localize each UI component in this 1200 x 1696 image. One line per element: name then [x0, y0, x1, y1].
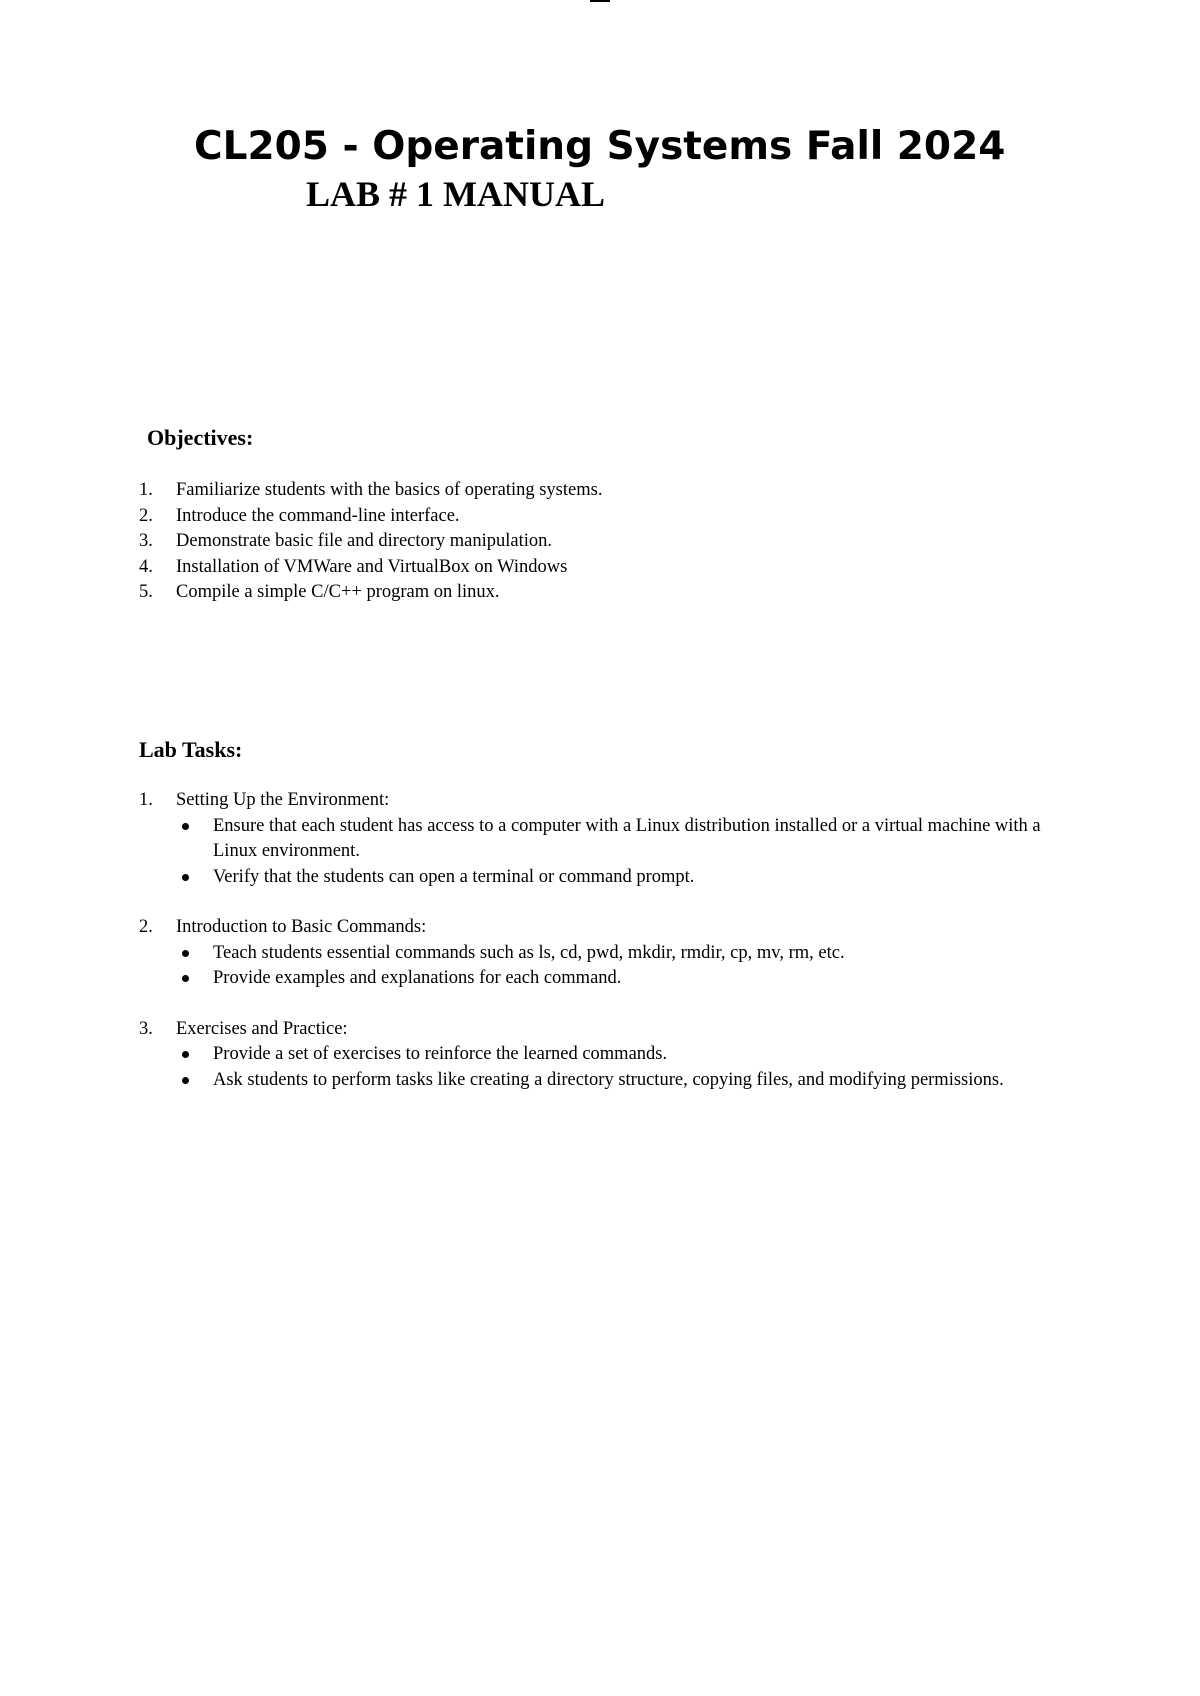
- objective-text: Introduce the command-line interface.: [176, 505, 460, 526]
- header-mark: [590, 0, 610, 2]
- task-bullets: [176, 941, 1079, 992]
- task-bullet: [176, 941, 1079, 967]
- task-bullet: [176, 1068, 1079, 1094]
- task-bullet-text: Ask students to perform tasks like creating a directory structure, copying files, and modifying permissions.: [213, 1069, 1004, 1090]
- task-item: [139, 788, 1079, 890]
- objective-item: [139, 504, 1079, 530]
- task-bullet-text: Verify that the students can open a terminal or command prompt.: [213, 866, 695, 887]
- lab-tasks-section: [139, 736, 1079, 1118]
- objective-number: 3.: [139, 531, 153, 551]
- objective-number: 1.: [139, 480, 153, 500]
- task-bullet-text: Provide examples and explanations for each command.: [213, 968, 622, 988]
- objective-text: Installation of VMWare and VirtualBox on Windows: [176, 556, 568, 577]
- objective-item: [139, 478, 1079, 504]
- task-title: Setting Up the Environment:: [176, 790, 390, 810]
- task-number: 1.: [139, 790, 153, 810]
- objective-item: [139, 555, 1079, 581]
- bullet-icon: [182, 1051, 189, 1058]
- task-bullets: [176, 1042, 1079, 1093]
- bullet-icon: [182, 1077, 189, 1084]
- lab-title: LAB # 1 MANUAL: [306, 174, 606, 214]
- task-title: Exercises and Practice:: [176, 1018, 348, 1039]
- task-item: [139, 915, 1079, 992]
- title-block: [194, 122, 1094, 216]
- task-bullets: [176, 814, 1079, 891]
- task-bullet: [176, 865, 1079, 891]
- objective-text: Compile a simple C/C++ program on linux.: [176, 582, 500, 602]
- objectives-section: [139, 424, 1079, 606]
- task-title: Introduction to Basic Commands:: [176, 917, 427, 937]
- bullet-icon: [182, 823, 189, 830]
- objective-item: [139, 580, 1079, 606]
- task-bullet: [176, 814, 1079, 865]
- objective-text: Demonstrate basic file and directory manipulation.: [176, 531, 553, 551]
- objectives-heading: Objectives:: [147, 425, 254, 450]
- course-title: CL205 - Operating Systems Fall 2024: [194, 124, 1006, 169]
- task-number: 2.: [139, 917, 153, 937]
- objective-number: 5.: [139, 582, 153, 602]
- task-item: [139, 1017, 1079, 1094]
- objective-item: [139, 529, 1079, 555]
- objective-number: 4.: [139, 556, 153, 577]
- bullet-icon: [182, 975, 189, 982]
- task-bullet-text: Ensure that each student has access to a computer with a Linux distribution installed or a virtual machine with a Linux environment.: [213, 815, 1041, 861]
- lab-tasks-heading: Lab Tasks:: [139, 737, 243, 762]
- objectives-list: [139, 478, 1079, 606]
- task-bullet-text: Provide a set of exercises to reinforce the learned commands.: [213, 1044, 668, 1064]
- task-bullet-text: Teach students essential commands such as ls, cd, pwd, mkdir, rmdir, cp, mv, rm, etc.: [213, 942, 845, 963]
- task-bullet: [176, 1042, 1079, 1068]
- objective-text: Familiarize students with the basics of operating systems.: [176, 480, 603, 500]
- objective-number: 2.: [139, 505, 153, 526]
- bullet-icon: [182, 950, 189, 957]
- task-number: 3.: [139, 1018, 153, 1039]
- bullet-icon: [182, 874, 189, 881]
- task-bullet: [176, 966, 1079, 992]
- lab-tasks-list: [139, 788, 1079, 1093]
